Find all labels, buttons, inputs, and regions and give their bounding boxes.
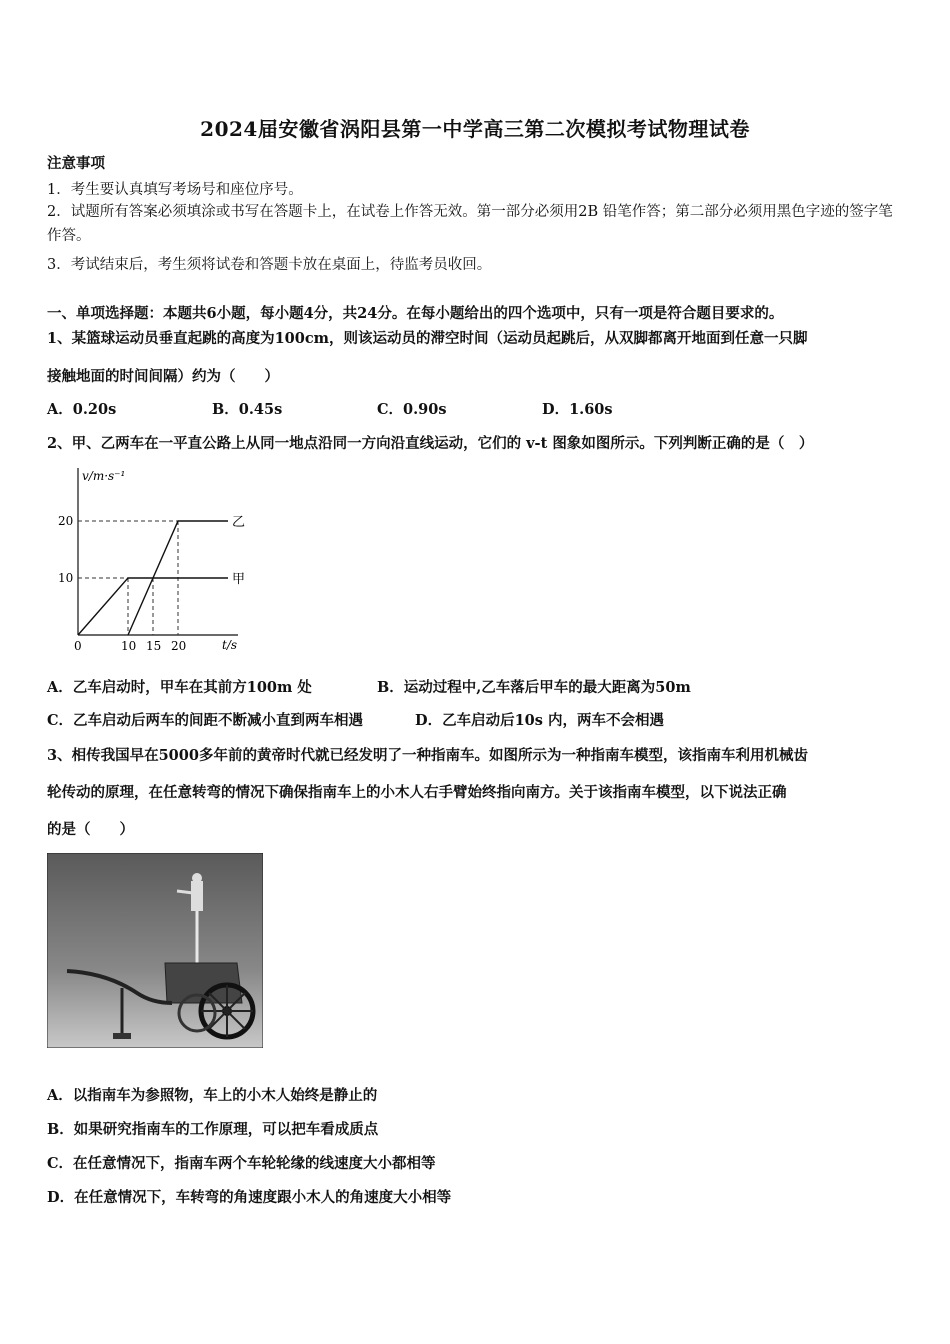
question-1-option-c: C．0.90s xyxy=(377,401,447,418)
y-axis-label: v/m·s⁻¹ xyxy=(82,469,126,483)
question-2-stem: 2、甲、乙两车在一平直公路上从同一地点沿同一方向沿直线运动，它们的 v-t 图象如图所示。下列判断正确的是（ ） xyxy=(47,435,814,452)
question-3-option-d: D．在任意情况下，车转弯的角速度跟小木人的角速度大小相等 xyxy=(47,1189,452,1206)
x-tick-label: 15 xyxy=(146,639,162,650)
series-label: 乙 xyxy=(232,515,246,530)
x-tick-label: 20 xyxy=(171,639,187,650)
question-3-option-b: B．如果研究指南车的工作原理，可以把车看成质点 xyxy=(47,1121,379,1138)
question-3-stem: 的是（ ） xyxy=(47,821,134,838)
vt-chart xyxy=(40,460,280,650)
notice-item: 2．试题所有答案必须填涂或书写在答题卡上，在试卷上作答无效。第一部分必须用2B 铅笔作答；第二部分必须用黑色字迹的签字笔作答。 xyxy=(47,204,893,244)
y-tick-label: 20 xyxy=(58,514,74,528)
question-2-option-d: D．乙车启动后10s 内，两车不会相遇 xyxy=(415,712,664,729)
compass-chariot-photo xyxy=(47,853,263,1048)
question-3-option-c: C．在任意情况下，指南车两个车轮轮缘的线速度大小都相等 xyxy=(47,1155,436,1172)
section-heading: 一、单项选择题：本题共6小题，每小题4分，共24分。在每小题给出的四个选项中，只有一项是符合题目要求的。 xyxy=(47,305,784,322)
notice-item: 3．考试结束后，考生须将试卷和答题卡放在桌面上，待监考员收回。 xyxy=(47,257,492,273)
y-tick-label: 10 xyxy=(58,571,74,585)
question-3-option-a: A．以指南车为参照物，车上的小木人始终是静止的 xyxy=(47,1087,378,1104)
question-2-option-b: B．运动过程中,乙车落后甲车的最大距离为50m xyxy=(377,679,691,696)
question-1-stem: 接触地面的时间间隔）约为（ ） xyxy=(47,368,279,385)
question-2-option-a: A．乙车启动时，甲车在其前方100m 处 xyxy=(47,679,312,696)
notice-heading: 注意事项 xyxy=(47,155,105,172)
question-1-option-b: B．0.45s xyxy=(212,401,283,418)
x-axis-label: t/s xyxy=(222,638,238,650)
question-1-option-d: D．1.60s xyxy=(542,401,613,418)
x-tick-label: 10 xyxy=(121,639,137,650)
series-label: 甲 xyxy=(232,572,246,587)
question-1-stem: 1、某篮球运动员垂直起跳的高度为100cm，则该运动员的滞空时间（运动员起跳后，从双脚都离开地面到任意一只脚 xyxy=(47,330,808,347)
x-tick-label: 0 xyxy=(74,639,82,650)
question-2-option-c: C．乙车启动后两车的间距不断减小直到两车相遇 xyxy=(47,712,364,729)
question-1-option-a: A．0.20s xyxy=(47,401,117,418)
question-3-stem: 轮传动的原理，在任意转弯的情况下确保指南车上的小木人右手臂始终指向南方。关于该指南车模型，以下说法正确 xyxy=(47,784,787,801)
question-3-stem: 3、相传我国早在5000多年前的黄帝时代就已经发明了一种指南车。如图所示为一种指南车模型，该指南车利用机械齿 xyxy=(47,747,808,764)
notice-item: 1．考生要认真填写考场号和座位序号。 xyxy=(47,182,303,198)
page-title: 2024届安徽省涡阳县第一中学高三第二次模拟考试物理试卷 xyxy=(200,117,750,141)
